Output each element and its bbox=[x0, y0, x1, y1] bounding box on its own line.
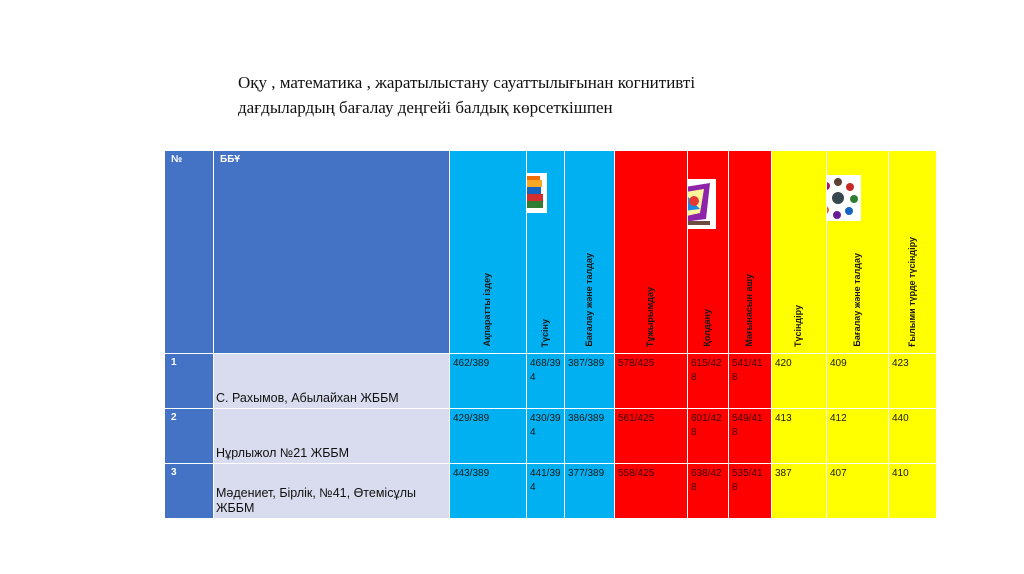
cell: 413 bbox=[772, 409, 827, 464]
header-col bbox=[615, 151, 688, 354]
header-col bbox=[565, 151, 615, 354]
cell: 423 bbox=[889, 354, 937, 409]
row-org bbox=[214, 464, 450, 519]
cell: 601/428 bbox=[688, 409, 729, 464]
cell: 420 bbox=[772, 354, 827, 409]
books-icon bbox=[527, 173, 548, 213]
science-circle-icon bbox=[827, 175, 862, 221]
column-label: Ғылыми түрде түсіндіру bbox=[906, 237, 917, 347]
header-col bbox=[688, 151, 729, 354]
table-row bbox=[165, 354, 937, 409]
header-col bbox=[772, 151, 827, 354]
column-label: Түсіндіру bbox=[793, 304, 803, 347]
cell: 541/418 bbox=[729, 354, 772, 409]
row-number: 2 bbox=[165, 409, 214, 464]
cell: 615/428 bbox=[688, 354, 729, 409]
cell: 386/389 bbox=[565, 409, 615, 464]
cell: 409 bbox=[827, 354, 889, 409]
cell: 429/389 bbox=[450, 409, 527, 464]
cell: 387/389 bbox=[565, 354, 615, 409]
org-name: С. Рахымов, Абылайхан ЖББМ bbox=[216, 391, 399, 405]
cell: 407 bbox=[827, 464, 889, 519]
column-label: Мағынасын ашу bbox=[744, 274, 754, 347]
cell: 468/394 bbox=[527, 354, 565, 409]
cell: 462/389 bbox=[450, 354, 527, 409]
title-line-2: дағдылардың бағалау деңгейі балдық көрсеткішпен bbox=[238, 98, 613, 117]
cell: 638/428 bbox=[688, 464, 729, 519]
header-col bbox=[527, 151, 565, 354]
header-col bbox=[729, 151, 772, 354]
column-label: Бағалау және талдау bbox=[851, 253, 862, 347]
row-number: 3 bbox=[165, 464, 214, 519]
cell: 441/394 bbox=[527, 464, 565, 519]
header-row bbox=[165, 151, 937, 354]
cell: 412 bbox=[827, 409, 889, 464]
row-org bbox=[214, 354, 450, 409]
org-name: Мәдениет, Бірлік, №41, Өтемісұлы ЖББМ bbox=[216, 486, 416, 515]
cell: 410 bbox=[889, 464, 937, 519]
cell: 578/425 bbox=[615, 354, 688, 409]
header-no: № bbox=[165, 151, 214, 354]
table-row bbox=[165, 464, 937, 519]
column-label: Ақпаратты іздеу bbox=[482, 273, 492, 347]
cell: 377/389 bbox=[565, 464, 615, 519]
column-label: Тұжырымдау bbox=[645, 286, 655, 347]
cell: 558/425 bbox=[615, 464, 688, 519]
org-name: Нұрлыжол №21 ЖББМ bbox=[216, 446, 350, 460]
title-line-1: Оқу , математика , жаратылыстану сауаттылығынан когнитивті bbox=[238, 73, 696, 92]
cell: 387 bbox=[772, 464, 827, 519]
column-label: Түсіну bbox=[539, 318, 550, 347]
scores-table bbox=[164, 150, 937, 519]
cell: 561/425 bbox=[615, 409, 688, 464]
cell: 443/389 bbox=[450, 464, 527, 519]
header-col bbox=[889, 151, 937, 354]
math-shapes-icon bbox=[688, 179, 717, 229]
row-number: 1 bbox=[165, 354, 214, 409]
table-row bbox=[165, 409, 937, 464]
cell: 549/418 bbox=[729, 409, 772, 464]
header-col bbox=[827, 151, 889, 354]
cell: 535/418 bbox=[729, 464, 772, 519]
header-org: ББҰ bbox=[214, 151, 450, 354]
column-label: Бағалау және талдау bbox=[583, 253, 594, 347]
cell: 430/394 bbox=[527, 409, 565, 464]
page-title bbox=[238, 70, 858, 120]
row-org bbox=[214, 409, 450, 464]
header-col bbox=[450, 151, 527, 354]
column-label: Қолдану bbox=[702, 309, 712, 347]
cell: 440 bbox=[889, 409, 937, 464]
